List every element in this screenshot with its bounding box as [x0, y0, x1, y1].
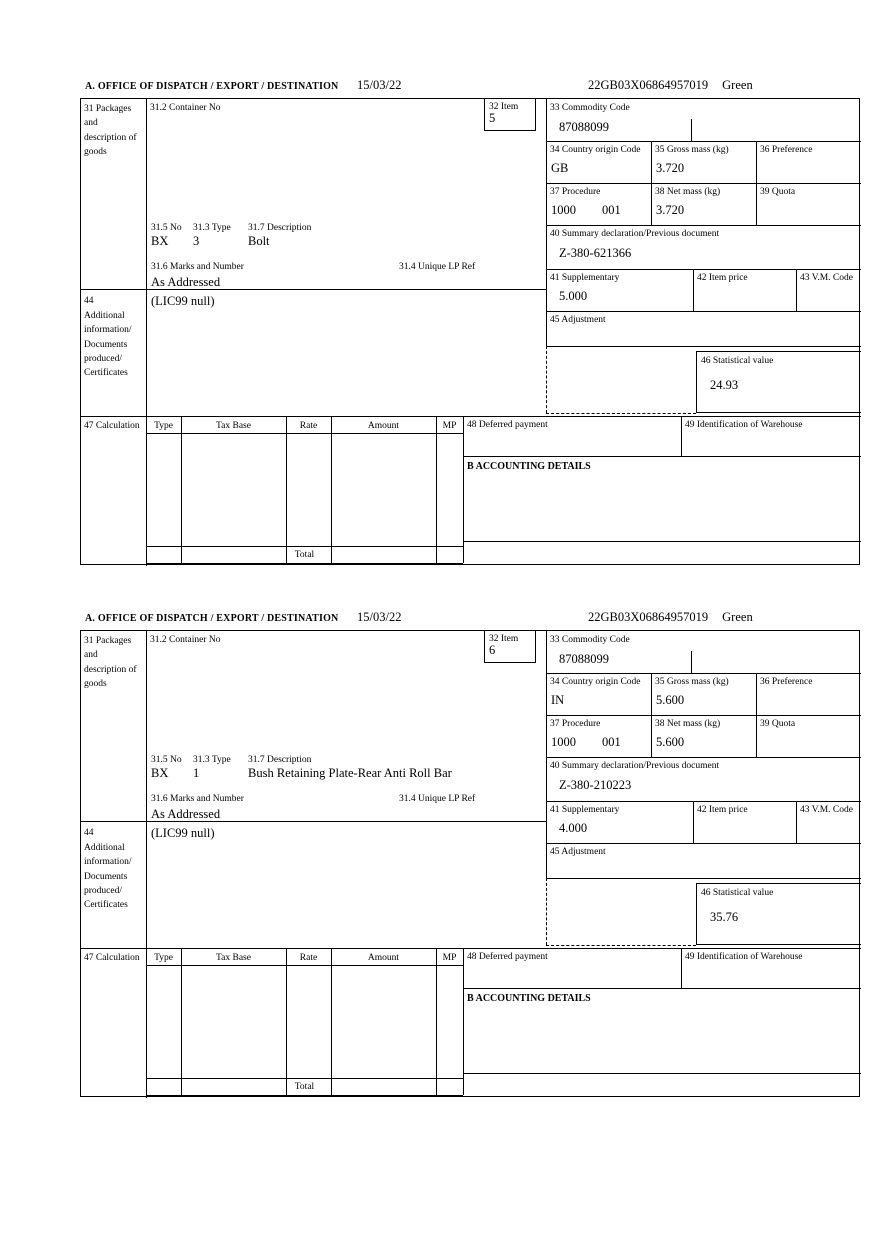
accounting-details-heading: B ACCOUNTING DETAILS: [467, 461, 591, 472]
unique-lp-ref-label: 31.4 Unique LP Ref: [399, 262, 476, 272]
calc-total-label: Total: [294, 550, 315, 560]
country-origin-value: IN: [551, 693, 565, 707]
item-number-value: 6: [489, 643, 496, 657]
procedure-label: 37 Procedure: [550, 719, 601, 729]
grid-line: [286, 416, 287, 563]
calc-col-mp: MP: [442, 953, 457, 963]
grid-line: [146, 546, 463, 547]
grid-line: [81, 416, 861, 417]
grid-line: [436, 416, 437, 563]
accounting-details-heading: B ACCOUNTING DETAILS: [467, 993, 591, 1004]
routing-status: Green: [722, 610, 753, 624]
item-number-label: 32 Item: [489, 102, 519, 112]
grid-line: [181, 948, 182, 1095]
calc-col-tax-base: Tax Base: [216, 421, 251, 431]
grid-line: [546, 141, 861, 142]
statistical-value-value: 35.76: [710, 910, 739, 924]
supplementary-label: 41 Supplementary: [550, 805, 620, 815]
packages-no-value: BX: [151, 766, 169, 780]
grid-line: [756, 673, 757, 757]
movement-reference-number: 22GB03X06864957019: [588, 78, 709, 92]
grid-line: [146, 1095, 463, 1096]
net-mass-label: 38 Net mass (kg): [655, 187, 721, 197]
statistical-value-box: [696, 883, 861, 945]
goods-description-value: Bolt: [248, 234, 270, 248]
grid-line: [463, 456, 861, 457]
office-of-dispatch-heading: A. OFFICE OF DISPATCH / EXPORT / DESTINATION: [85, 81, 339, 92]
declaration-grid: [80, 630, 860, 1097]
commodity-code-label: 33 Commodity Code: [550, 635, 630, 645]
statistical-value-value: 24.93: [710, 378, 739, 392]
gross-mass-label: 35 Gross mass (kg): [655, 677, 729, 687]
box47-label: 47 Calculation: [84, 953, 140, 963]
statistical-value-box: [696, 351, 861, 413]
gross-mass-label: 35 Gross mass (kg): [655, 145, 729, 155]
calc-total-label: Total: [294, 1082, 315, 1092]
statistical-value-label: 46 Statistical value: [701, 888, 774, 898]
net-mass-value: 5.600: [656, 735, 685, 749]
box44-label: Additional information/ Documents produced/ Certificates: [84, 311, 132, 378]
grid-line: [146, 433, 463, 434]
grid-line: [546, 183, 861, 184]
quota-label: 39 Quota: [760, 187, 796, 197]
grid-line: [796, 801, 797, 843]
item-number-box: [484, 631, 536, 663]
unique-lp-ref-label: 31.4 Unique LP Ref: [399, 794, 476, 804]
grid-line: [146, 965, 463, 966]
grid-line: [81, 948, 861, 949]
deferred-payment-label: 48 Deferred payment: [467, 952, 548, 962]
grid-line: [146, 99, 147, 566]
gross-mass-value: 5.600: [656, 693, 685, 707]
grid-line: [463, 988, 861, 989]
grid-line: [146, 1078, 463, 1079]
commodity-code-value: 87088099: [559, 120, 609, 134]
grid-line: [331, 416, 332, 563]
summary-declaration-label: 40 Summary declaration/Previous document: [550, 229, 720, 239]
packages-no-value: BX: [151, 234, 169, 248]
grid-line: [756, 141, 757, 225]
grid-line: [146, 631, 147, 1098]
grid-line: [546, 801, 861, 802]
grid-line: [546, 225, 861, 226]
goods-description-label: 31.7 Description: [248, 223, 312, 233]
grid-line: [546, 878, 861, 879]
country-origin-label: 34 Country origin Code: [550, 145, 641, 155]
dispatch-date: 15/03/22: [357, 610, 402, 624]
dashed-grid-line: [546, 346, 547, 413]
dispatch-date: 15/03/22: [357, 78, 402, 92]
grid-line: [796, 269, 797, 311]
movement-reference-number: 22GB03X06864957019: [588, 610, 709, 624]
routing-status: Green: [722, 78, 753, 92]
preference-label: 36 Preference: [760, 145, 813, 155]
procedure-extra-value: 001: [602, 203, 621, 217]
box31-label: 31 Packages and description of goods: [84, 104, 137, 157]
item-number-box: [484, 99, 536, 131]
packages-no-label: 31.5 No: [151, 755, 182, 765]
procedure-value: 1000: [551, 735, 576, 749]
summary-declaration-label: 40 Summary declaration/Previous document: [550, 761, 720, 771]
calc-col-tax-base: Tax Base: [216, 953, 251, 963]
supplementary-label: 41 Supplementary: [550, 273, 620, 283]
grid-line: [651, 141, 652, 225]
country-origin-value: GB: [551, 161, 569, 175]
grid-line: [693, 801, 694, 843]
calc-col-amount: Amount: [367, 953, 400, 963]
packages-type-value: 1: [193, 766, 200, 780]
packages-type-label: 31.3 Type: [193, 223, 231, 233]
warehouse-id-label: 49 Identification of Warehouse: [685, 952, 803, 962]
packages-type-label: 31.3 Type: [193, 755, 231, 765]
statistical-value-label: 46 Statistical value: [701, 356, 774, 366]
dashed-grid-line: [546, 945, 696, 946]
net-mass-value: 3.720: [656, 203, 685, 217]
goods-description-value: Bush Retaining Plate-Rear Anti Roll Bar: [248, 766, 452, 780]
grid-line: [546, 346, 861, 347]
commodity-code-separator: [691, 651, 692, 673]
grid-line: [546, 311, 861, 312]
vm-code-label: 43 V.M. Code: [800, 805, 853, 815]
grid-line: [681, 948, 682, 988]
calc-col-rate: Rate: [299, 953, 318, 963]
marks-number-label: 31.6 Marks and Number: [151, 262, 244, 272]
gross-mass-value: 3.720: [656, 161, 685, 175]
warehouse-id-label: 49 Identification of Warehouse: [685, 420, 803, 430]
item-number-label: 32 Item: [489, 634, 519, 644]
preference-label: 36 Preference: [760, 677, 813, 687]
adjustment-label: 45 Adjustment: [550, 315, 606, 325]
grid-line: [546, 757, 861, 758]
box44-label: Additional information/ Documents produced/ Certificates: [84, 843, 132, 910]
marks-number-value: As Addressed: [151, 275, 221, 289]
grid-line: [436, 948, 437, 1095]
quota-label: 39 Quota: [760, 719, 796, 729]
net-mass-label: 38 Net mass (kg): [655, 719, 721, 729]
deferred-payment-label: 48 Deferred payment: [467, 420, 548, 430]
grid-line: [286, 948, 287, 1095]
supplementary-value: 5.000: [559, 289, 588, 303]
box47-label: 47 Calculation: [84, 421, 140, 431]
office-of-dispatch-heading: A. OFFICE OF DISPATCH / EXPORT / DESTINATION: [85, 613, 339, 624]
calc-col-rate: Rate: [299, 421, 318, 431]
grid-line: [546, 715, 861, 716]
packages-no-label: 31.5 No: [151, 223, 182, 233]
summary-declaration-value: Z-380-210223: [559, 778, 632, 792]
grid-line: [181, 416, 182, 563]
calc-col-amount: Amount: [367, 421, 400, 431]
country-origin-label: 34 Country origin Code: [550, 677, 641, 687]
grid-line: [546, 99, 547, 346]
additional-info-value: (LIC99 null): [151, 294, 215, 308]
grid-line: [463, 541, 861, 542]
calc-col-type: Type: [154, 421, 173, 431]
declaration-reference: [588, 78, 753, 93]
adjustment-label: 45 Adjustment: [550, 847, 606, 857]
marks-number-value: As Addressed: [151, 807, 221, 821]
commodity-code-separator: [691, 119, 692, 141]
box44-number: 44: [84, 828, 94, 838]
box31-label: 31 Packages and description of goods: [84, 636, 137, 689]
grid-line: [693, 269, 694, 311]
packages-type-value: 3: [193, 234, 200, 248]
vm-code-label: 43 V.M. Code: [800, 273, 853, 283]
commodity-code-label: 33 Commodity Code: [550, 103, 630, 113]
procedure-label: 37 Procedure: [550, 187, 601, 197]
grid-line: [681, 416, 682, 456]
summary-declaration-value: Z-380-621366: [559, 246, 632, 260]
container-no-label: 31.2 Container No: [150, 103, 221, 113]
goods-description-label: 31.7 Description: [248, 755, 312, 765]
item-number-value: 5: [489, 111, 496, 125]
item-price-label: 42 Item price: [697, 273, 748, 283]
item-price-label: 42 Item price: [697, 805, 748, 815]
calc-col-mp: MP: [442, 421, 457, 431]
procedure-extra-value: 001: [602, 735, 621, 749]
calc-col-type: Type: [154, 953, 173, 963]
supplementary-value: 4.000: [559, 821, 588, 835]
declaration-item-block: [0, 610, 882, 1100]
grid-line: [146, 563, 463, 564]
marks-number-label: 31.6 Marks and Number: [151, 794, 244, 804]
commodity-code-value: 87088099: [559, 652, 609, 666]
dashed-grid-line: [546, 878, 547, 945]
grid-line: [331, 948, 332, 1095]
grid-line: [546, 631, 547, 878]
declaration-item-block: [0, 78, 882, 568]
grid-line: [463, 1073, 861, 1074]
additional-info-value: (LIC99 null): [151, 826, 215, 840]
grid-line: [651, 673, 652, 757]
box44-number: 44: [84, 296, 94, 306]
declaration-reference: [588, 610, 753, 625]
procedure-value: 1000: [551, 203, 576, 217]
grid-line: [546, 269, 861, 270]
grid-line: [546, 843, 861, 844]
grid-line: [546, 673, 861, 674]
dashed-grid-line: [546, 413, 696, 414]
container-no-label: 31.2 Container No: [150, 635, 221, 645]
declaration-grid: [80, 98, 860, 565]
